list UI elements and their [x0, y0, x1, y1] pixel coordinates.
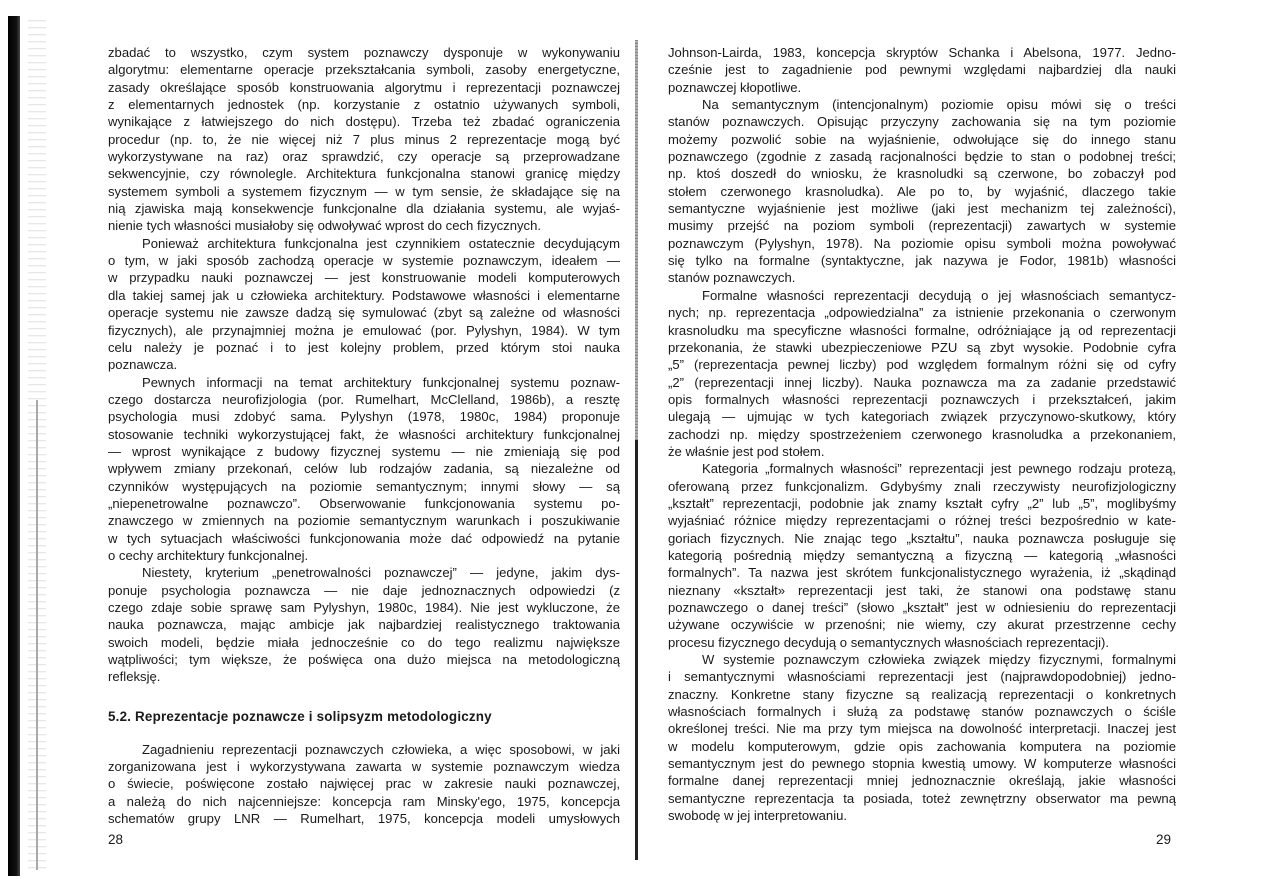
text-line: zasady określające sposób konstruowania algorytmu i reprezentacji poznawczej: [108, 79, 620, 95]
text-line: zorganizowana jest i wykorzystywana zawarta w systemie poznawczym wiedza: [108, 759, 620, 775]
right-page-text: [668, 44, 1176, 824]
text-line: „2” (reprezentacji innej liczby). Nauka poznawcza ma za zadanie przedstawić: [668, 374, 1176, 390]
text-line: nią zjawiska mają konsekwencje funkcjonalne dla działania systemu, ale wyjaś-: [108, 201, 620, 217]
text-line: czego dostarcza neurofizjologia (por. Rumelhart, McClelland, 1986b), a resztę: [108, 391, 620, 407]
text-line: semantyczne wyjaśnienie jest możliwe (jaki jest mechanizm tej zależności),: [668, 201, 1176, 217]
text-line: refleksję.: [108, 669, 161, 685]
text-line: W systemie poznawczym człowieka związek między fizycznymi, formalnymi: [702, 652, 1176, 668]
text-line: o tym, w jaki sposób zachodzą operacje w systemie poznawczym, ideałem —: [108, 253, 620, 269]
text-line: wynikające z łatwiejszego do nich dostępu). Trzeba też zbadać ograniczenia: [108, 114, 620, 130]
text-line: musimy przejść na poziom symboli (reprezentacji) zawartych w systemie: [668, 218, 1176, 234]
text-line: o cechy architektury funkcjonalnej.: [108, 547, 309, 563]
text-line: zachodzi np. między spostrzeżeniem czerwonego krasnoludka a przekonaniem,: [668, 426, 1176, 442]
text-line: w przypadku nauki poznawczej — jest konstruowanie modeli komputerowych: [108, 270, 620, 286]
text-line: nieznany «kształt» reprezentacji jest taki, że stanowi ona podstawę stanu: [668, 582, 1176, 598]
text-line: i semantycznymi własnościami reprezentacji jest (najprawdopodobniej) jedno-: [668, 669, 1176, 685]
text-line: swoich modeli, będzie miała jednocześnie co do tego realizmu największe: [108, 634, 620, 650]
book-spine-gutter: [635, 40, 638, 860]
paragraph: [108, 374, 620, 565]
text-line: ulegają — ujmując w tych kategoriach związek przyczynowo-skutkowy, który: [668, 409, 1176, 425]
text-line: krasnoludku ma specyficzne własności formalne, odróżniające ją od reprezentacji: [668, 322, 1176, 338]
paragraph: [668, 44, 1176, 96]
text-line: nienie tych własności musiałoby się odwoływać wprost do cech fizycznych.: [108, 218, 542, 234]
text-line: określonej treści. Nie ma przy tym miejsca na dowolność interpretacji. Inaczej jest: [668, 721, 1176, 737]
text-line: formalne danej reprezentacji mniej jednoznacznie określają, jakie własności: [668, 773, 1176, 789]
text-line: Formalne własności reprezentacji decydują o jej własnościach semantycz-: [702, 287, 1176, 303]
text-line: Ponieważ architektura funkcjonalna jest czynnikiem ostatecznie decydującym: [142, 235, 620, 251]
text-line: w tych sytuacjach właściwości funkcjonowania może dać odpowiedź na pytanie: [108, 530, 620, 546]
text-line: wpływem zmiany przekonań, celów lub rodzajów zadania, są niezależne od: [108, 461, 620, 477]
text-line: nych; np. reprezentacja „odpowiedzialna” za istnienie przekonania o czerwonym: [668, 305, 1176, 321]
text-line: swobodę w jej interpretowaniu.: [668, 808, 848, 824]
book-binding-shadow: [8, 16, 20, 876]
text-line: wątpliwości; tym większe, że poświęca ona dużo miejsca na metodologiczną: [108, 652, 620, 668]
paragraph: [108, 44, 620, 235]
text-line: poznawczej kłopotliwe.: [668, 79, 802, 95]
paragraph: [668, 287, 1176, 460]
text-line: procesu fizycznego decydują o semantycznych własnościach reprezentacji).: [668, 634, 1110, 650]
paragraph: [108, 235, 620, 374]
text-line: czego zdaje sobie sprawę sam Pylyshyn, 1980c, 1984). Nie jest wykluczone, że: [108, 600, 620, 615]
paragraph: [668, 651, 1176, 824]
text-line: schematów grupy LNR — Rumelhart, 1975, koncepcja modeli umysłowych: [108, 811, 620, 827]
text-line: psychologia musi zdobyć sama. Pylyshyn (1978, 1980c, 1984) proponuje: [108, 409, 620, 425]
page-number-right: 29: [1156, 832, 1172, 847]
text-line: formalnych”. Ta nazwa jest skrótem funkcjonalistycznego wyrażenia, iż „skądinąd: [668, 565, 1176, 581]
text-line: czynników występujących na poziomie semantycznym; innymi słowy — są: [108, 478, 620, 494]
text-line: w modelu komputerowym, gdzie opis zachowania komputera na poziomie: [668, 738, 1176, 754]
text-line: dla takiej samej jak u człowieka architektury. Podstawowe własności i elementarne: [108, 287, 620, 303]
text-line: przekonania, że stawki ubezpieczeniowe PZU są zbyt wysokie. Podobnie cyfra: [668, 339, 1176, 355]
text-line: ponuje psychologia poznawcza — nie daje jednoznacznych odpowiedzi (z: [108, 582, 620, 598]
text-line: stosowanie techniki wykorzystującej fakt, że własności architektury funkcjonalnej: [108, 426, 620, 442]
text-line: fizycznych), ale przynajmniej można je emulować (por. Pylyshyn, 1984). W tym: [108, 322, 620, 338]
text-line: się tylko na formalne (syntaktyczne, jak nazywa je Fodor, 1981b) własności: [668, 253, 1176, 269]
text-line: sekwencyjnie, czy równolegle. Architektura funkcjonalna stanowi granicę między: [108, 166, 620, 182]
text-line: możemy pozwolić sobie na wyjaśnienie, odwołujące się do innego stanu: [668, 131, 1176, 147]
text-line: systemem symboli a systemem fizycznym — w tym sensie, że składające się na: [108, 183, 620, 199]
text-line: stanów poznawczych.: [668, 270, 796, 286]
text-line: operacje systemu nie zawsze dadzą się symulować (zbyt są zależne od własności: [108, 305, 620, 321]
text-line: goriach fizycznych. Nie znając tego „kształtu”, nauka poznawcza posługuje się: [668, 530, 1176, 546]
page-number-left: 28: [108, 832, 124, 847]
text-line: Na semantycznym (intencjonalnym) poziomie opisu mówi się o treści: [702, 97, 1176, 113]
text-line: oferowaną przez funkcjonalizm. Gdybyśmy znali rzeczywisty neurofizjologiczny: [668, 478, 1176, 494]
paragraph: [668, 96, 1176, 287]
text-line: poznawczego (zgodnie z zasadą racjonalności będzie to stan o podobnej treści;: [668, 149, 1176, 165]
text-line: znaczny. Konkretne stany fizyczne są realizacją reprezentacji o konkretnych: [668, 686, 1176, 702]
text-line: Niestety, kryterium „penetrowalności poznawczej” — jedyne, jakim dys-: [142, 565, 620, 581]
text-line: „kształt” reprezentacji, podobnie jak znamy kształt cyfry „2” lub „5”, moglibyśmy: [668, 495, 1176, 511]
text-line: Johnson-Lairda, 1983, koncepcja skryptów Schanka i Abelsona, 1977. Jedno-: [668, 45, 1176, 60]
text-line: a należą do nich najcenniejsze: koncepcja ram Minsky'ego, 1975, koncepcja: [108, 793, 620, 809]
text-line: kategorią pośrednią między semantyczną a fizyczną — kategorią „własności: [668, 547, 1176, 563]
text-line: wykorzystywane na raz) oraz sprawdzić, czy operacje są przeprowadzane: [108, 149, 620, 165]
text-line: że właśnie jest pod stołem.: [668, 443, 825, 459]
text-line: poznawcza.: [108, 357, 178, 373]
paragraph: [668, 460, 1176, 651]
text-line: poznawczego o danej treści” (słowo „kształt” jest w odniesieniu do reprezentacji: [668, 600, 1176, 615]
text-line: „niepenetrowalne poznawczo”. Obserwowanie funkcjonowania systemu po-: [108, 495, 620, 511]
text-line: semantycznym jest do pewnego stopnia kwestią umowy. W komputerze własności: [668, 756, 1176, 772]
text-line: wyjaśniać różnice między reprezentacjami o różnej treści bezpośrednio w kate-: [668, 513, 1176, 529]
text-line: Zagadnieniu reprezentacji poznawczych człowieka, a więc sposobowi, w jaki: [142, 741, 620, 757]
left-page-text: [108, 44, 620, 827]
text-line: znawczego w zmiennych na poziomie semantycznym warunkach i poszukiwanie: [108, 513, 620, 529]
text-line: Pewnych informacji na temat architektury funkcjonalnej systemu poznaw-: [142, 374, 620, 390]
text-line: procedur (np. to, że nie więcej niż 7 plus minus 2 reprezentacje mogą być: [108, 131, 620, 147]
text-line: opis formalnych własności reprezentacji poznawczych i przekształceń, jakim: [668, 391, 1176, 407]
text-line: poznawczym (Pylyshyn, 1978). Na poziomie opisu symboli można powoływać: [668, 235, 1176, 251]
text-line: stanów poznawczych. Opisując przyczyny zachowania się na tym poziomie: [668, 114, 1176, 130]
paragraph: [108, 564, 620, 685]
paragraph: [108, 741, 620, 828]
text-line: stołem czerwonego krasnoludka). Ale po to, by wyjaśnić, dlaczego takie: [668, 183, 1176, 199]
section-heading: 5.2. Reprezentacje poznawcze i solipsyzm metodologiczny: [108, 708, 492, 724]
text-line: własnościach formalnych i służą za podstawę stanów poznawczych o ściśle: [668, 704, 1176, 720]
text-line: o świecie, poświęcone zostało najwięcej prac w zakresie nauki poznawczej,: [108, 776, 620, 792]
text-line: algorytmu: elementarne operacje przekształcania symboli, zasoby energetyczne,: [108, 62, 620, 78]
text-line: Kategoria „formalnych własności” reprezentacji jest pewnego rodzaju protezą,: [702, 461, 1176, 477]
text-line: semantyczne reprezentacja ta posiada, toteż zewnętrzny obserwator ma pewną: [668, 790, 1176, 806]
text-line: cześnie jest to zagadnienie pod pewnymi względami najbardziej dla nauki: [668, 62, 1176, 78]
text-line: używane oczywiście w przenośni; nie wiemy, czy akurat przestrzenne cechy: [668, 617, 1176, 633]
text-line: — wprost wynikające z budowy fizycznej systemu — nie zmieniają się pod: [108, 443, 620, 459]
text-line: zbadać to wszystko, czym system poznawczy dysponuje w wykonywaniu: [108, 45, 620, 60]
text-line: celu należy je poznać i to jest kolejny problem, przed którym stoi nauka: [108, 339, 620, 355]
text-line: z elementarnych jednostek (np. korzystanie z ostatnio używanych symboli,: [108, 97, 620, 113]
text-line: nauka poznawcza, mając ambicje jak najbardziej realistycznego traktowania: [108, 617, 620, 633]
text-line: np. ktoś doszedł do wniosku, że krasnoludki są czerwone, bo zobaczył pod: [668, 166, 1176, 182]
scan-edge-artifact: [28, 20, 46, 870]
text-line: „5” (reprezentacja pewnej liczby) pod względem formalnym różni się od cyfry: [668, 357, 1176, 373]
